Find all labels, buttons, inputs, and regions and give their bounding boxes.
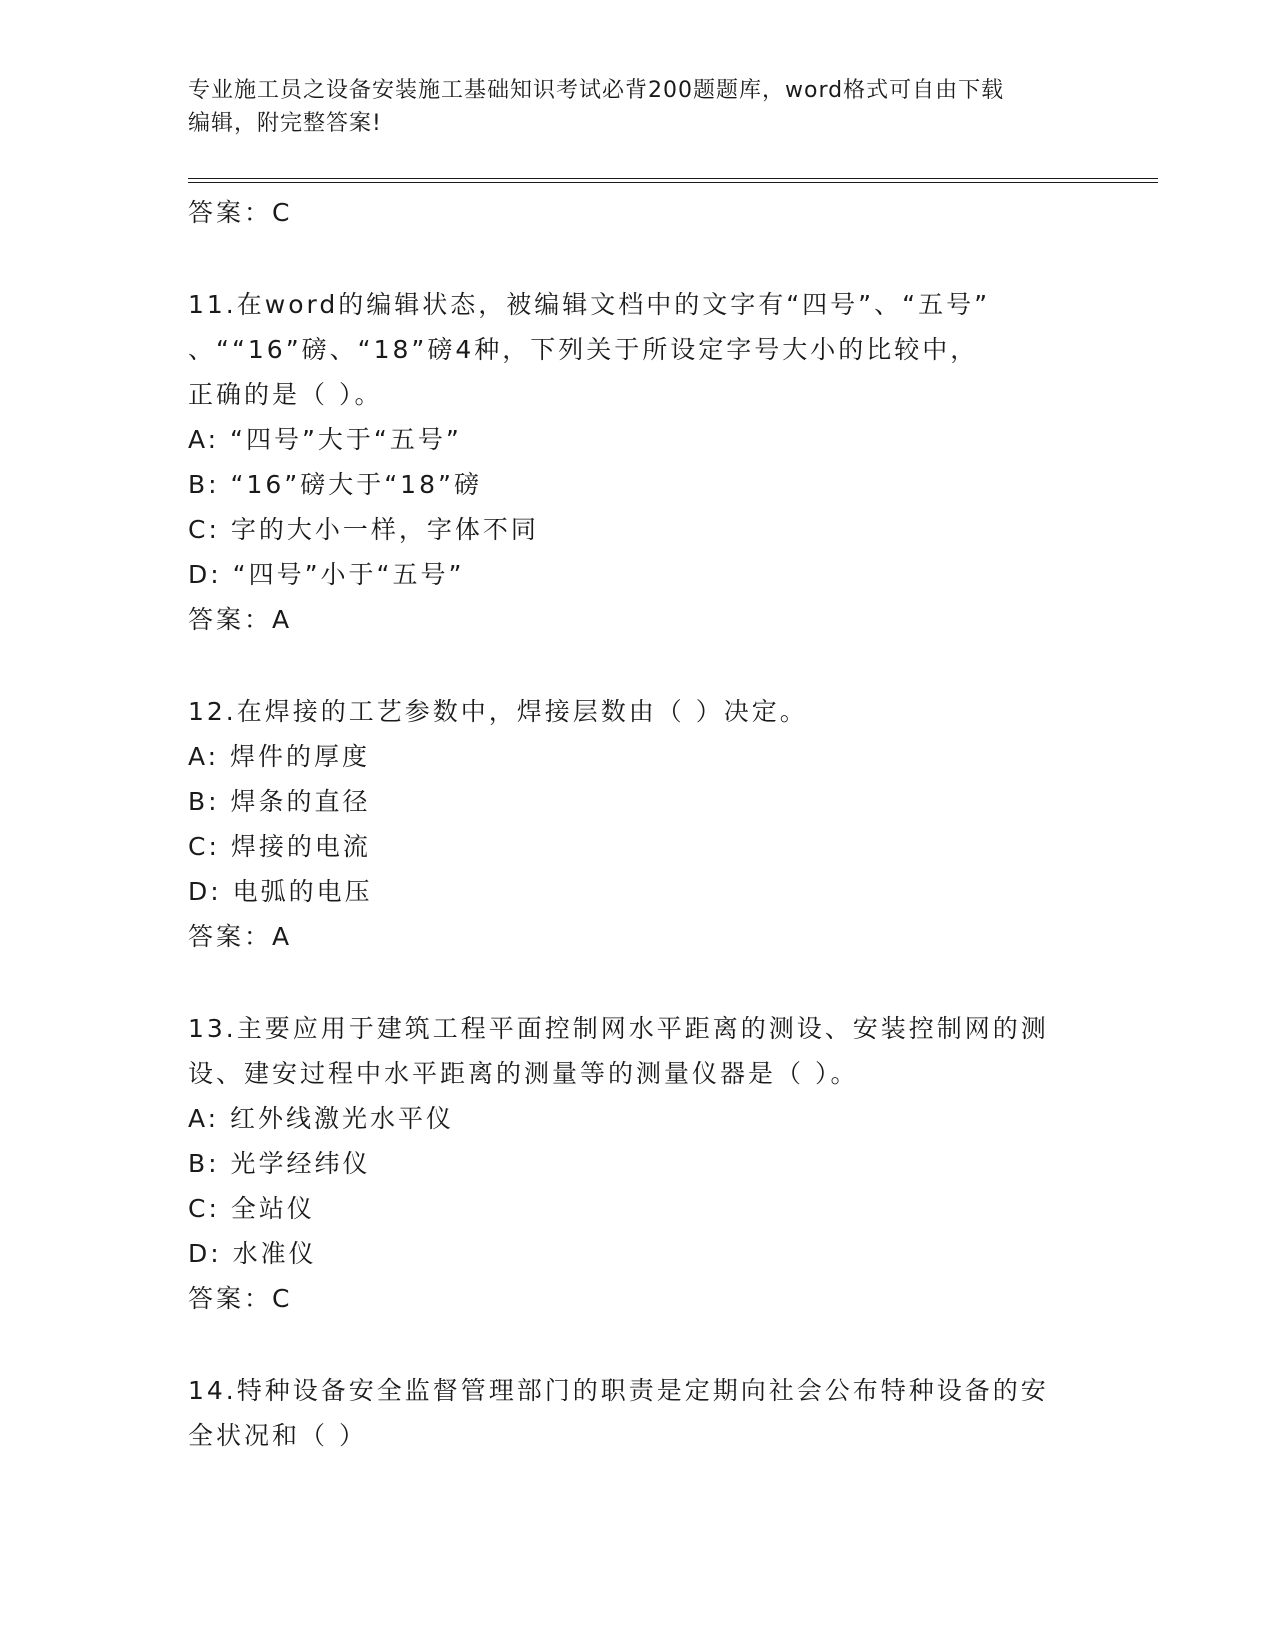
question-13 [188, 1006, 1088, 1321]
question-text-line: 12.在焊接的工艺参数中，焊接层数由（ ）决定。 [188, 697, 808, 726]
option-a: A: 焊件的厚度 [188, 742, 371, 771]
answer-line: 答案：A [188, 922, 293, 951]
option-a: A: “四号”大于“五号” [188, 425, 462, 454]
question-text-line: 14.特种设备安全监督管理部门的职责是定期向社会公布特种设备的安 [188, 1376, 1049, 1405]
question-text-line: 11.在word的编辑状态，被编辑文档中的文字有“四号”、“五号” [188, 290, 991, 319]
header-rule-top [188, 178, 1158, 179]
option-c: C: 字的大小一样，字体不同 [188, 515, 539, 544]
document-header [188, 74, 1088, 140]
header-line-1: 专业施工员之设备安装施工基础知识考试必背200题题库，word格式可自由下载 [188, 78, 1005, 103]
option-d: D: 电弧的电压 [188, 877, 373, 906]
question-12 [188, 689, 1088, 959]
question-text-line: 13.主要应用于建筑工程平面控制网水平距离的测设、安装控制网的测 [188, 1014, 1049, 1043]
option-a: A: 红外线激光水平仪 [188, 1104, 455, 1133]
header-rule-bottom [188, 182, 1158, 183]
option-c: C: 焊接的电流 [188, 832, 371, 861]
question-text-line: 设、建安过程中水平距离的测量等的测量仪器是（ ）。 [188, 1059, 859, 1088]
option-c: C: 全站仪 [188, 1194, 315, 1223]
option-b: B: “16”磅大于“18”磅 [188, 470, 482, 499]
option-d: D: 水准仪 [188, 1239, 317, 1268]
answer-line: 答案：C [188, 198, 293, 227]
answer-line: 答案：A [188, 605, 293, 634]
question-11 [188, 282, 1088, 642]
question-text-line: 全状况和（ ） [188, 1421, 367, 1450]
question-text-line: 、““16”磅、“18”磅4种，下列关于所设定字号大小的比较中， [188, 335, 979, 364]
question-text-line: 正确的是（ ）。 [188, 380, 383, 409]
question-list [188, 190, 1088, 1458]
option-b: B: 焊条的直径 [188, 787, 371, 816]
header-line-2: 编辑，附完整答案! [188, 111, 382, 136]
option-b: B: 光学经纬仪 [188, 1149, 371, 1178]
answer-line: 答案：C [188, 1284, 293, 1313]
question-14 [188, 1368, 1088, 1458]
option-d: D: “四号”小于“五号” [188, 560, 465, 589]
